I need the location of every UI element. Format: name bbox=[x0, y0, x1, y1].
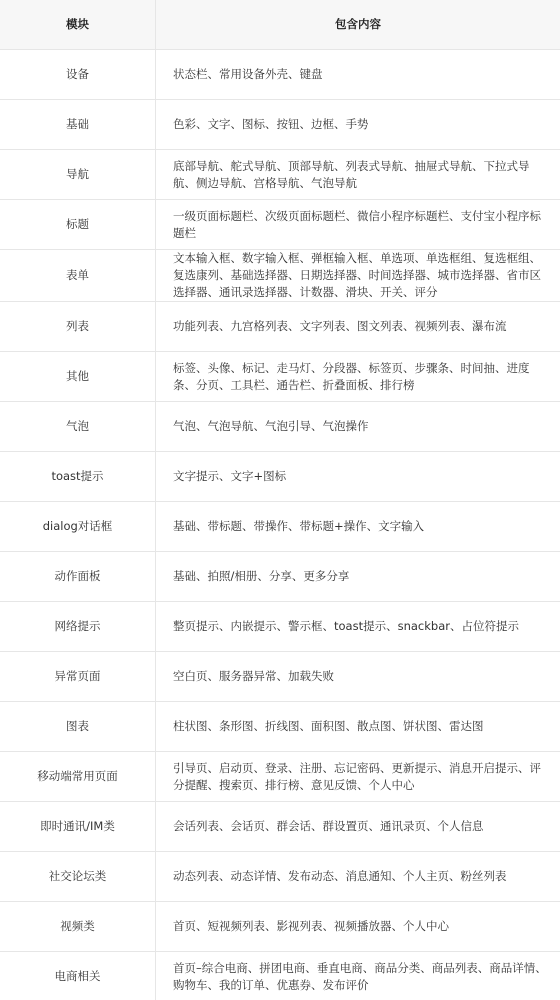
module-cell: dialog对话框 bbox=[0, 502, 156, 552]
table-row bbox=[0, 852, 560, 902]
table-row bbox=[0, 452, 560, 502]
content-cell: 色彩、文字、图标、按钮、边框、手势 bbox=[156, 100, 560, 150]
content-cell: 首页、短视频列表、影视列表、视频播放器、个人中心 bbox=[156, 902, 560, 952]
table-row bbox=[0, 752, 560, 802]
module-cell: 即时通讯/IM类 bbox=[0, 802, 156, 852]
table-row bbox=[0, 150, 560, 200]
module-cell: 图表 bbox=[0, 702, 156, 752]
content-cell: 空白页、服务器异常、加载失败 bbox=[156, 652, 560, 702]
module-cell: 社交论坛类 bbox=[0, 852, 156, 902]
content-cell: 会话列表、会话页、群会话、群设置页、通讯录页、个人信息 bbox=[156, 802, 560, 852]
table-row bbox=[0, 602, 560, 652]
table-row bbox=[0, 702, 560, 752]
content-cell: 文本输入框、数字输入框、弹框输入框、单选项、单选框组、复选框组、复选康列、基础选择器、日期选择器、时间选择器、城市选择器、省市区选择器、通讯录选择器、计数器、滑块、开关、评分 bbox=[156, 250, 560, 302]
module-cell: 电商相关 bbox=[0, 952, 156, 1000]
table-row bbox=[0, 200, 560, 250]
table-row bbox=[0, 652, 560, 702]
module-cell: 基础 bbox=[0, 100, 156, 150]
content-cell: 动态列表、动态详情、发布动态、消息通知、个人主页、粉丝列表 bbox=[156, 852, 560, 902]
content-cell: 整页提示、内嵌提示、警示框、toast提示、snackbar、占位符提示 bbox=[156, 602, 560, 652]
module-cell: 动作面板 bbox=[0, 552, 156, 602]
content-cell: 文字提示、文字+图标 bbox=[156, 452, 560, 502]
table-row bbox=[0, 352, 560, 402]
content-cell: 气泡、气泡导航、气泡引导、气泡操作 bbox=[156, 402, 560, 452]
module-cell: 网络提示 bbox=[0, 602, 156, 652]
content-cell: 基础、带标题、带操作、带标题+操作、文字输入 bbox=[156, 502, 560, 552]
module-column-header: 模块 bbox=[0, 0, 156, 50]
content-column-header: 包含内容 bbox=[156, 0, 560, 50]
module-cell: 标题 bbox=[0, 200, 156, 250]
content-cell: 一级页面标题栏、次级页面标题栏、微信小程序标题栏、支付宝小程序标题栏 bbox=[156, 200, 560, 250]
table-row bbox=[0, 802, 560, 852]
table-row bbox=[0, 50, 560, 100]
table-row bbox=[0, 552, 560, 602]
content-cell: 引导页、启动页、登录、注册、忘记密码、更新提示、消息开启提示、评分提醒、搜索页、排行榜、意见反馈、个人中心 bbox=[156, 752, 560, 802]
module-cell: 其他 bbox=[0, 352, 156, 402]
module-cell: 列表 bbox=[0, 302, 156, 352]
content-cell: 基础、拍照/相册、分享、更多分享 bbox=[156, 552, 560, 602]
module-cell: 气泡 bbox=[0, 402, 156, 452]
content-cell: 底部导航、舵式导航、顶部导航、列表式导航、抽屉式导航、下拉式导航、侧边导航、宫格导航、气泡导航 bbox=[156, 150, 560, 200]
table-row bbox=[0, 250, 560, 302]
module-cell: 异常页面 bbox=[0, 652, 156, 702]
module-cell: 导航 bbox=[0, 150, 156, 200]
content-cell: 柱状图、条形图、折线图、面积图、散点图、饼状图、雷达图 bbox=[156, 702, 560, 752]
module-cell: 设备 bbox=[0, 50, 156, 100]
table-row bbox=[0, 100, 560, 150]
module-cell: toast提示 bbox=[0, 452, 156, 502]
module-cell: 视频类 bbox=[0, 902, 156, 952]
content-cell: 功能列表、九宫格列表、文字列表、图文列表、视频列表、瀑布流 bbox=[156, 302, 560, 352]
module-cell: 移动端常用页面 bbox=[0, 752, 156, 802]
table-row bbox=[0, 302, 560, 352]
module-cell: 表单 bbox=[0, 250, 156, 302]
table-row bbox=[0, 402, 560, 452]
table-row bbox=[0, 502, 560, 552]
table-row bbox=[0, 952, 560, 1000]
content-cell: 状态栏、常用设备外壳、键盘 bbox=[156, 50, 560, 100]
table-header-row bbox=[0, 0, 560, 50]
table-row bbox=[0, 902, 560, 952]
content-cell: 标签、头像、标记、走马灯、分段器、标签页、步骤条、时间抽、进度条、分页、工具栏、通告栏、折叠面板、排行榜 bbox=[156, 352, 560, 402]
content-cell: 首页–综合电商、拼团电商、垂直电商、商品分类、商品列表、商品详情、购物车、我的订单、优惠券、发布评价 bbox=[156, 952, 560, 1000]
